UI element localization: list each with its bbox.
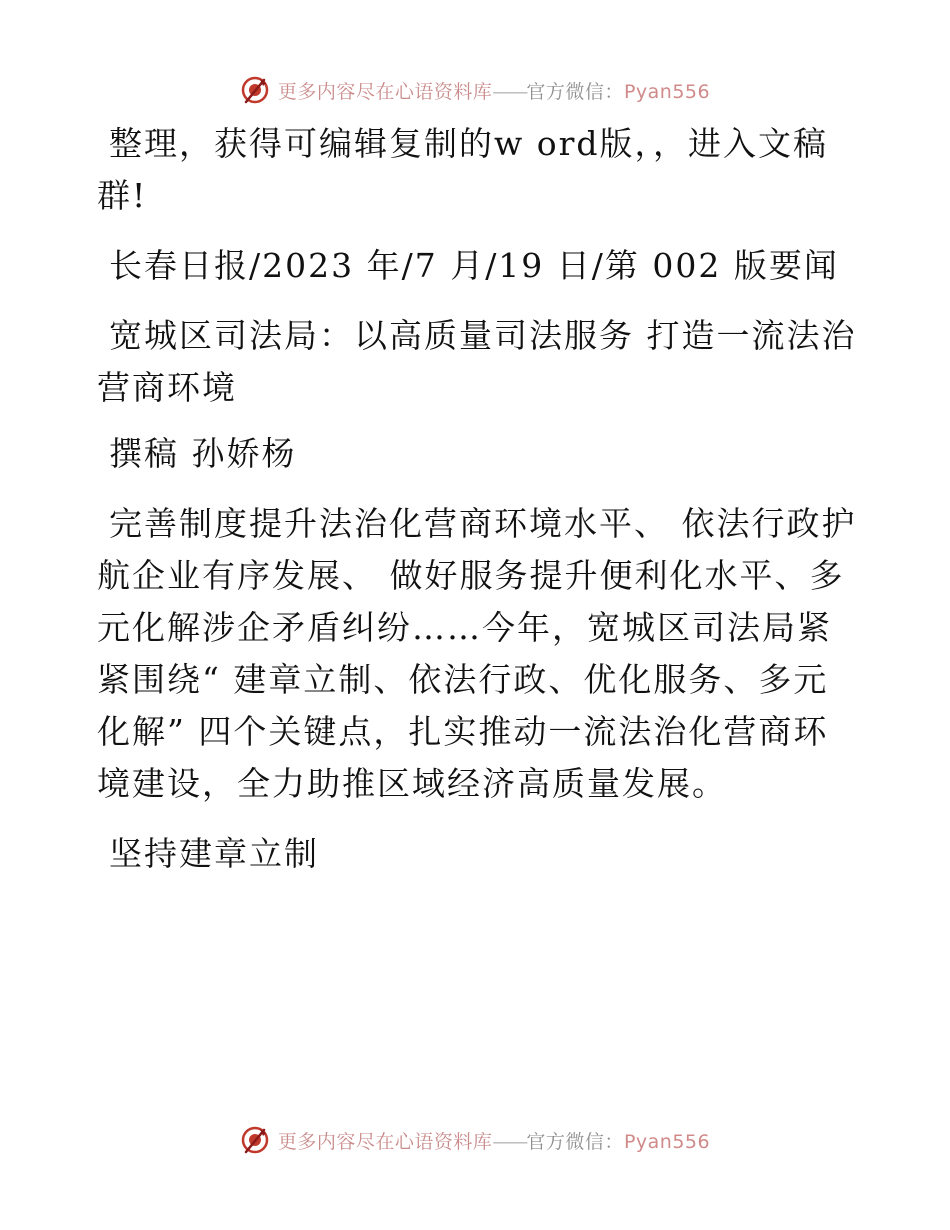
- watermark-id: Pyan556: [623, 1130, 711, 1153]
- watermark-dash: ——: [492, 1130, 527, 1153]
- watermark-header: [0, 70, 950, 110]
- quill-logo-icon: [240, 75, 270, 105]
- intro-paragraph: 整理，获得可编辑复制的w ord版，，进入文稿群!: [97, 124, 829, 215]
- watermark-id: Pyan556: [623, 80, 711, 103]
- byline: 撰稿 孙娇杨: [109, 434, 297, 473]
- article-headline: 宽城区司法局：以高质量司法服务 打造一流法治营商环境: [97, 316, 857, 407]
- body-paragraph: 完善制度提升法治化营商环境水平、 依法行政护航企业有序发展、 做好服务提升便利化水平、多元化解涉企矛盾纠纷……今年，宽城区司法局紧紧围绕“ 建章立制、依法行政、优化服务、多元化解” 四个关键点，扎实推动一流法治化营商环境建设，全力助推区域经济高质量发展。: [97, 504, 857, 803]
- watermark-brand: 更多内容尽在心语资料库: [277, 1130, 493, 1153]
- watermark-text: [278, 77, 710, 104]
- watermark-footer: [0, 1120, 950, 1160]
- source-line: 长春日报/2023 年/7 月/19 日/第 002 版要闻: [109, 246, 839, 285]
- watermark-label: 官方微信：: [526, 80, 624, 103]
- document-body: [97, 118, 857, 880]
- watermark-label: 官方微信：: [526, 1130, 624, 1153]
- watermark-brand: 更多内容尽在心语资料库: [277, 80, 493, 103]
- watermark-dash: ——: [492, 80, 527, 103]
- quill-logo-icon: [240, 1125, 270, 1155]
- watermark-text: [278, 1127, 710, 1154]
- section-heading: 坚持建章立制: [109, 834, 319, 873]
